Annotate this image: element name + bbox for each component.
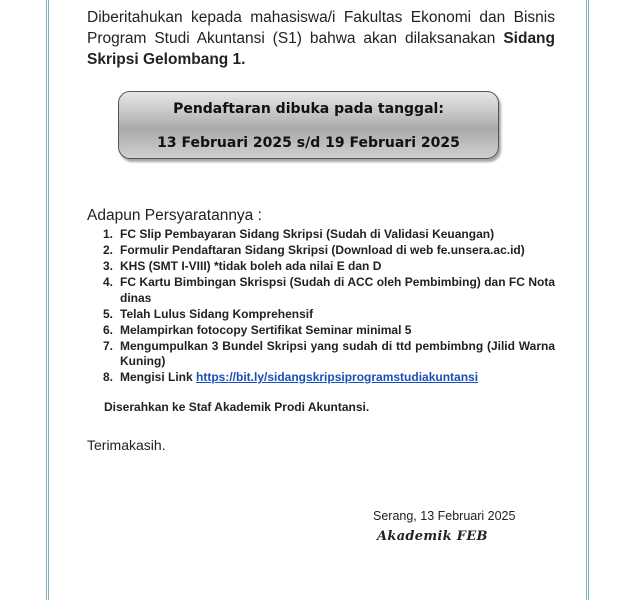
page-border-left bbox=[46, 0, 49, 600]
list-item-number: 7. bbox=[103, 338, 114, 353]
list-item-text: Mengumpulkan 3 Bundel Skripsi yang sudah di ttd pembimbng (Jilid Warna Kuning) bbox=[120, 338, 555, 368]
list-item-number: 4. bbox=[103, 275, 114, 289]
announcement-intro bbox=[87, 7, 555, 70]
list-item bbox=[103, 275, 555, 306]
intro-bold-text: Sidang Skripsi Gelombang 1. bbox=[87, 30, 555, 68]
handover-note: Diserahkan ke Staf Akademik Prodi Akuntansi. bbox=[104, 400, 370, 414]
list-item-number: 5. bbox=[103, 306, 114, 321]
list-item-text: Melampirkan fotocopy Sertifikat Seminar minimal 5 bbox=[120, 322, 412, 337]
list-item bbox=[103, 370, 555, 386]
list-item-text: KHS (SMT I-VIII) *tidak boleh ada nilai E dan D bbox=[120, 259, 382, 273]
list-item bbox=[103, 339, 555, 370]
signature-name: Akademik FEB bbox=[377, 529, 488, 544]
list-item-text: Mengisi Link bbox=[120, 370, 197, 384]
list-item-number: 3. bbox=[103, 259, 114, 273]
list-item-number: 2. bbox=[103, 243, 114, 257]
list-item-text-with-link bbox=[120, 370, 555, 386]
list-item-text: FC Slip Pembayaran Sidang Skripsi (Sudah di Validasi Keuangan) bbox=[120, 227, 495, 241]
list-item-text: FC Kartu Bimbingan Skrispsi (Sudah di ACC oleh Pembimbing) dan FC Nota dinas bbox=[120, 275, 555, 305]
registration-dates: 13 Februari 2025 s/d 19 Februari 2025 bbox=[157, 135, 460, 151]
registration-box bbox=[118, 91, 499, 159]
list-item bbox=[103, 243, 555, 259]
intro-text: Diberitahukan kepada mahasiswa/i Fakultas Ekonomi dan Bisnis Program Studi Akuntansi (S1) bahwa akan dilaksanakan bbox=[87, 9, 555, 47]
list-item-number: 6. bbox=[103, 322, 114, 337]
closing-thanks: Terimakasih. bbox=[87, 437, 166, 453]
requirements-heading: Adapun Persyaratannya : bbox=[87, 207, 262, 224]
list-item-text: Formulir Pendaftaran Sidang Skripsi (Download di web fe.unsera.ac.id) bbox=[120, 243, 525, 257]
list-item-number: 1. bbox=[103, 227, 114, 241]
signature-place-date: Serang, 13 Februari 2025 bbox=[373, 509, 516, 523]
requirements-list bbox=[103, 227, 555, 386]
list-item bbox=[103, 323, 555, 339]
list-item-number: 8. bbox=[103, 370, 114, 384]
list-item-text: Telah Lulus Sidang Komprehensif bbox=[120, 306, 314, 321]
list-item bbox=[103, 307, 555, 323]
list-item bbox=[103, 259, 555, 275]
registration-link[interactable]: https://bit.ly/sidangskripsiprogramstudiakuntansi bbox=[196, 370, 479, 384]
page-border-right bbox=[586, 0, 589, 600]
registration-label: Pendaftaran dibuka pada tanggal: bbox=[173, 101, 444, 117]
list-item bbox=[103, 227, 555, 243]
